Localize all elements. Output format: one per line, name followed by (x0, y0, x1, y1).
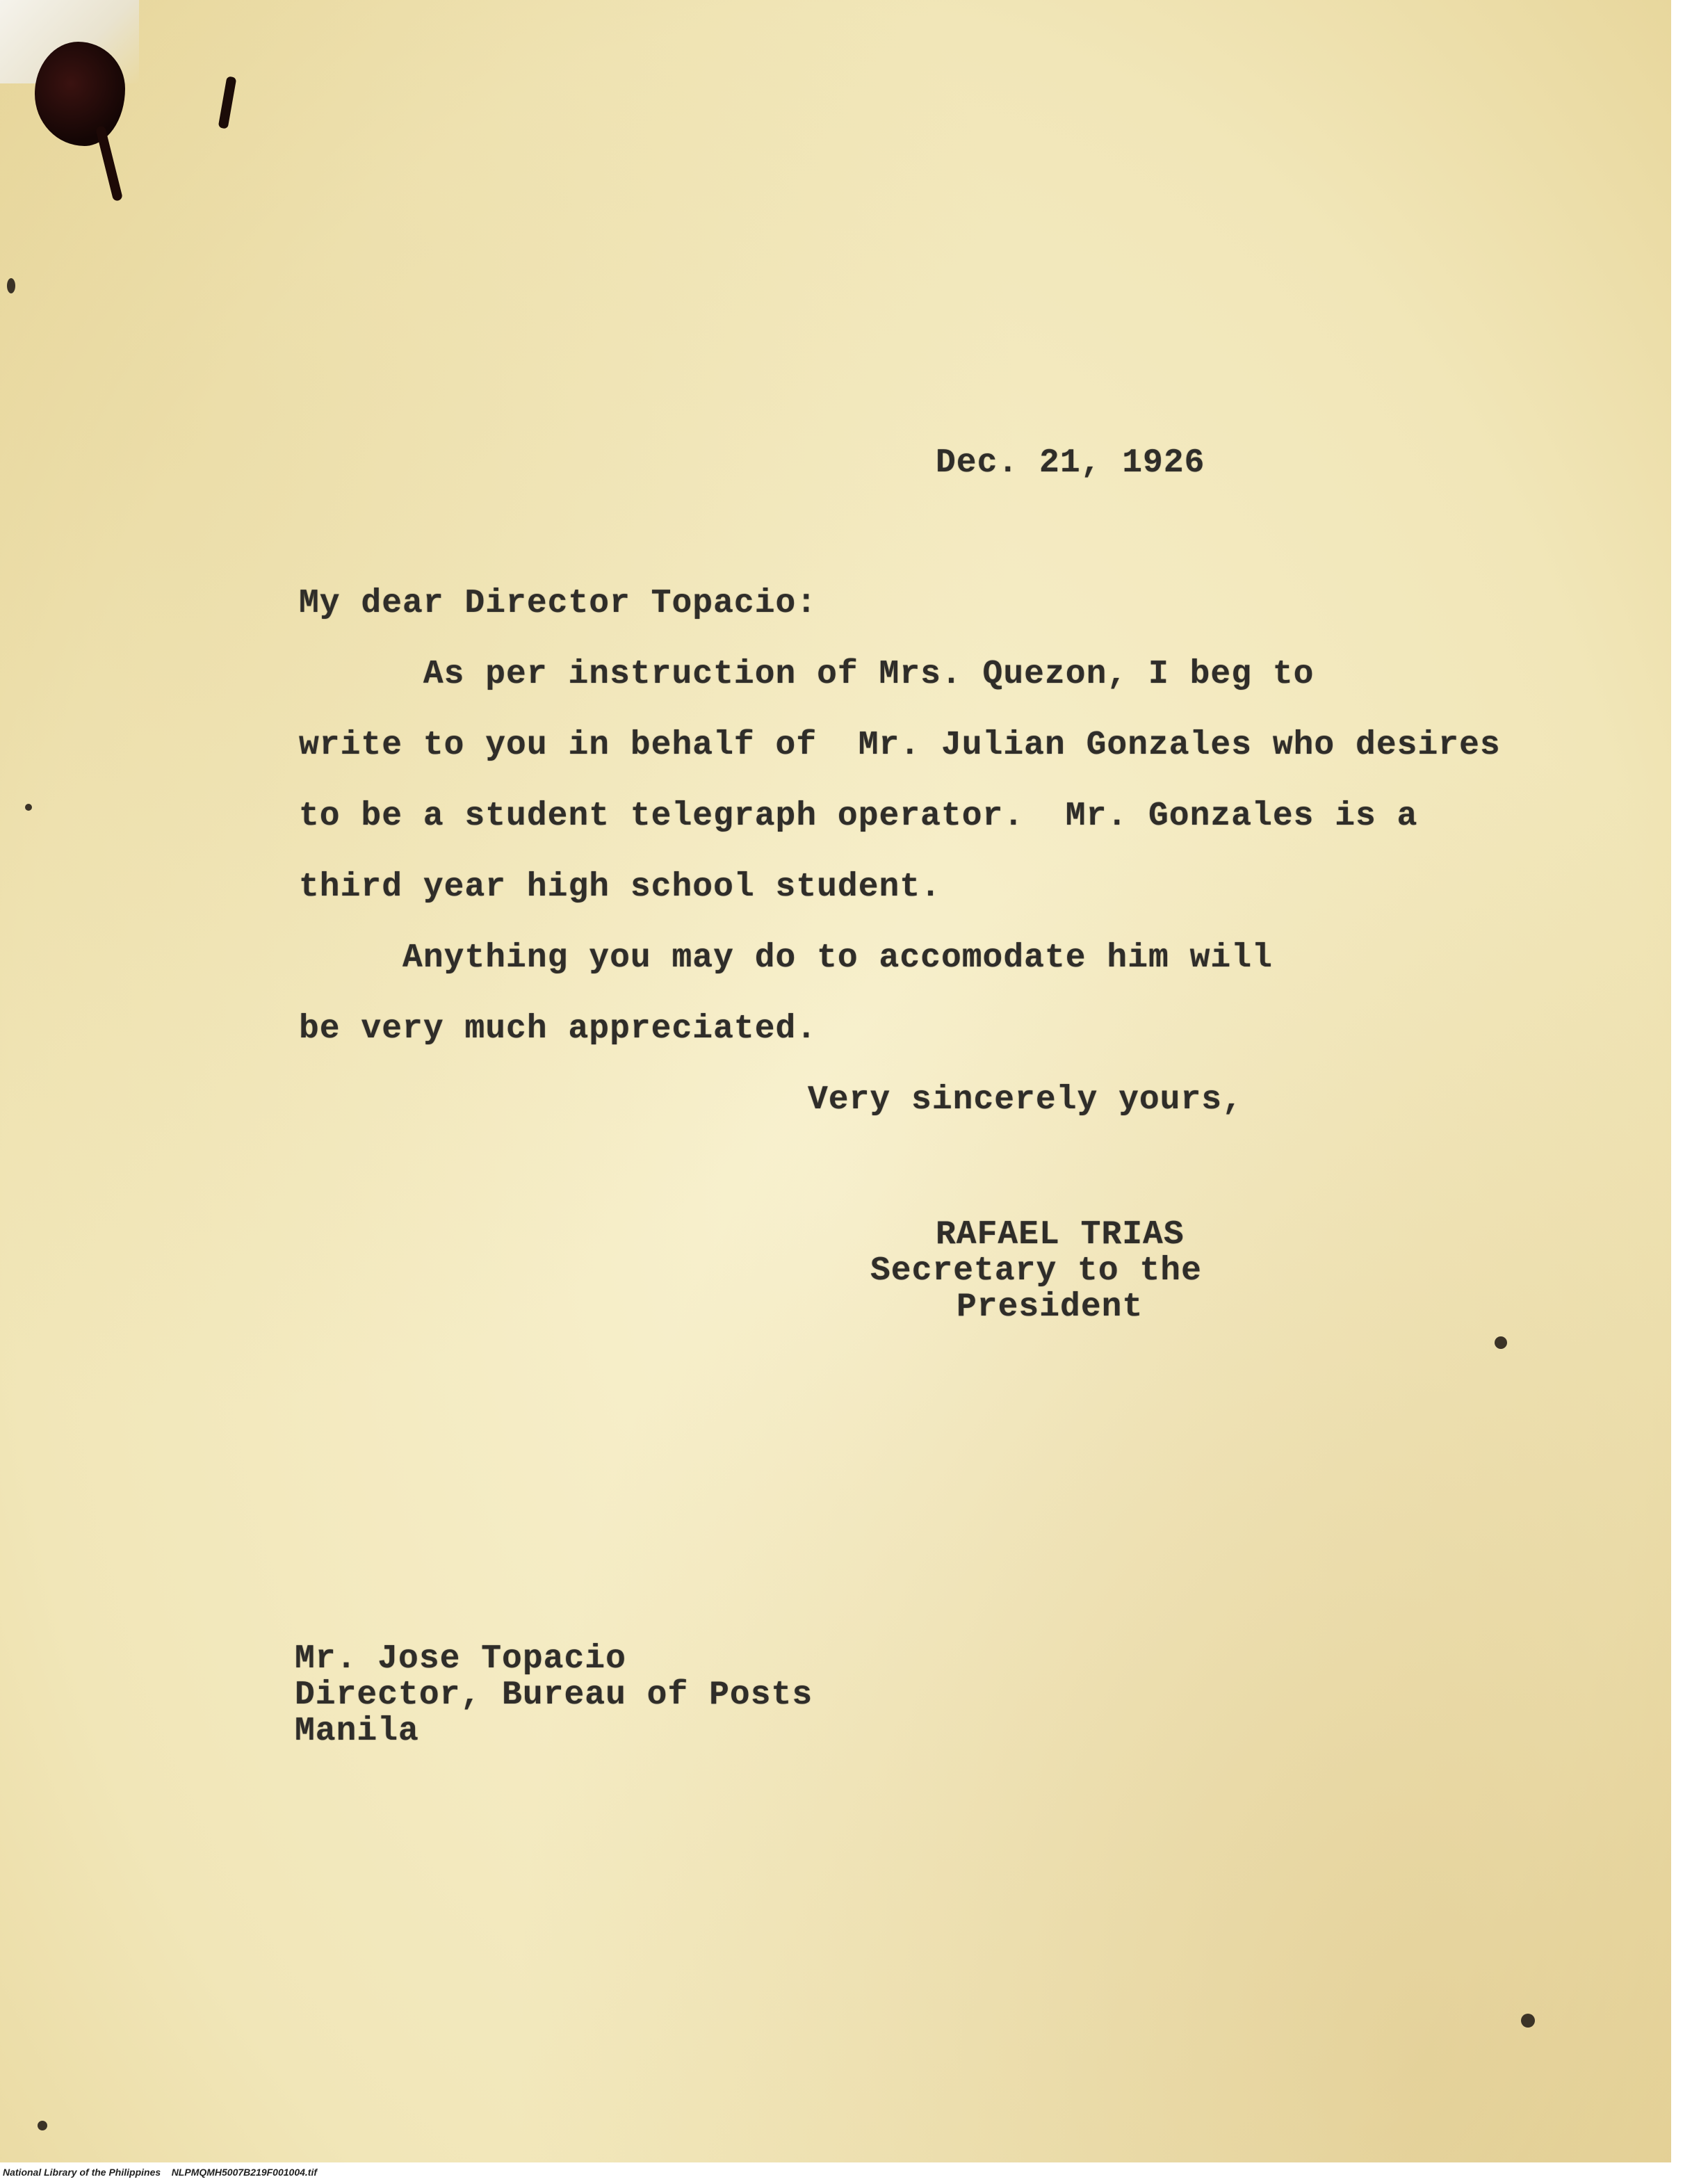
letter-salutation: My dear Director Topacio: (299, 585, 817, 622)
paper-speck (38, 2121, 47, 2130)
letter-body-line: be very much appreciated. (299, 1010, 817, 1048)
paper-speck (1495, 1336, 1507, 1349)
signature-name: RAFAEL TRIAS (936, 1216, 1185, 1254)
letter-body-line: As per instruction of Mrs. Quezon, I beg to (299, 656, 1315, 693)
ink-mark (218, 76, 237, 129)
scan-footer-label: National Library of the Philippines NLPMQMH5007B219F001004.tif (3, 2167, 318, 2178)
signature-title-line: President (957, 1288, 1144, 1326)
letter-body-line: to be a student telegraph operator. Mr. Gonzales is a (299, 798, 1418, 835)
recipient-address-line: Director, Bureau of Posts (295, 1676, 813, 1714)
signature-title-line: Secretary to the (870, 1252, 1202, 1290)
letter-body-line: third year high school student. (299, 868, 941, 906)
scan-margin-right (1671, 0, 1692, 2162)
paper-speck (7, 278, 15, 293)
letter-body-line: write to you in behalf of Mr. Julian Gonzales who desires (299, 727, 1501, 764)
paper-speck (1521, 2014, 1535, 2028)
paper-speck (25, 804, 32, 811)
letter-body-line: Anything you may do to accomodate him will (299, 939, 1273, 977)
letter-date: Dec. 21, 1926 (936, 444, 1205, 482)
recipient-address-line: Manila (295, 1713, 419, 1750)
ink-blot (35, 42, 125, 146)
letter-closing: Very sincerely yours, (808, 1081, 1243, 1119)
recipient-address-line: Mr. Jose Topacio (295, 1640, 626, 1678)
ink-drip (95, 125, 123, 202)
